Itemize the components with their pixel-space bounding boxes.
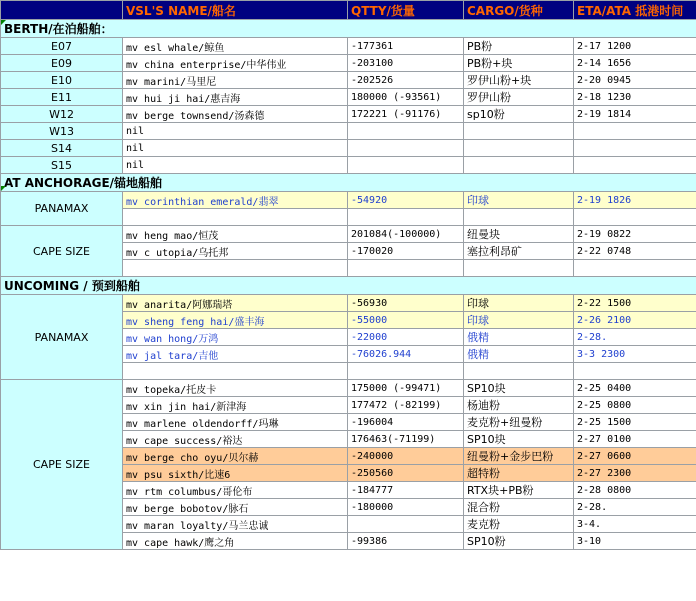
vessel-name-cell[interactable] — [123, 260, 348, 277]
cargo-cell[interactable]: 俄精 — [464, 346, 574, 363]
vessel-class-cell[interactable]: PANAMAX — [1, 295, 123, 380]
eta-cell[interactable]: 2-27 0600 — [574, 448, 696, 465]
eta-cell[interactable]: 2-17 1200 — [574, 38, 696, 55]
quantity-cell[interactable]: -240000 — [348, 448, 464, 465]
quantity-cell[interactable]: 201084(-100000) — [348, 226, 464, 243]
vessel-name-cell[interactable]: mv xin jin hai/新津海 — [123, 397, 348, 414]
cargo-cell[interactable]: 俄精 — [464, 329, 574, 346]
cargo-cell[interactable]: 印球 — [464, 295, 574, 312]
vessel-name-cell[interactable]: mv cape success/裕达 — [123, 431, 348, 448]
eta-cell[interactable]: 2-28. — [574, 329, 696, 346]
vessel-class-cell[interactable]: CAPE SIZE — [1, 226, 123, 277]
cargo-cell[interactable]: 麦克粉 — [464, 516, 574, 533]
quantity-cell[interactable] — [348, 260, 464, 277]
eta-cell[interactable] — [574, 260, 696, 277]
vessel-name-cell[interactable]: mv esl whale/鲸鱼 — [123, 38, 348, 55]
vessel-name-cell[interactable]: mv anarita/阿娜瑞塔 — [123, 295, 348, 312]
eta-cell[interactable]: 2-20 0945 — [574, 72, 696, 89]
section-row-berth — [1, 20, 696, 38]
header-eta[interactable]: ETA/ATA 抵港时间 — [574, 1, 696, 20]
berth-row — [1, 72, 696, 89]
eta-cell[interactable] — [574, 123, 696, 140]
section-title-berth[interactable]: BERTH/在泊船舶： — [1, 20, 696, 38]
berth-row — [1, 123, 696, 140]
quantity-cell[interactable]: 180000 (-93561) — [348, 89, 464, 106]
vessel-row — [1, 192, 696, 209]
eta-cell[interactable]: 2-25 0800 — [574, 397, 696, 414]
vessel-name-cell[interactable]: mv sheng feng hai/盛丰海 — [123, 312, 348, 329]
cargo-cell[interactable]: 超特粉 — [464, 465, 574, 482]
cargo-cell[interactable]: SP10块 — [464, 380, 574, 397]
quantity-cell[interactable]: -203100 — [348, 55, 464, 72]
berth-row — [1, 55, 696, 72]
cargo-cell[interactable]: 纽曼粉+金步巴粉 — [464, 448, 574, 465]
vessel-row — [1, 380, 696, 397]
eta-cell[interactable]: 2-27 0100 — [574, 431, 696, 448]
eta-cell[interactable]: 2-19 1814 — [574, 106, 696, 123]
berth-cell[interactable]: E07 — [1, 38, 123, 55]
vessel-name-cell[interactable]: mv berge townsend/汤森德 — [123, 106, 348, 123]
cargo-cell[interactable] — [464, 209, 574, 226]
vessel-name-cell[interactable]: mv c utopia/乌托邦 — [123, 243, 348, 260]
vessel-name-cell[interactable] — [123, 363, 348, 380]
header-cargo[interactable]: CARGO/货种 — [464, 1, 574, 20]
header-cell-berth[interactable] — [1, 1, 123, 20]
quantity-cell[interactable]: -250560 — [348, 465, 464, 482]
vessel-name-cell[interactable]: mv jal tara/吉他 — [123, 346, 348, 363]
berth-cell[interactable]: E10 — [1, 72, 123, 89]
quantity-cell[interactable]: -184777 — [348, 482, 464, 499]
quantity-cell[interactable]: 177472 (-82199) — [348, 397, 464, 414]
quantity-cell[interactable]: -177361 — [348, 38, 464, 55]
vessel-name-cell[interactable]: mv psu sixth/比速6 — [123, 465, 348, 482]
cargo-cell[interactable]: 印球 — [464, 192, 574, 209]
vessel-name-cell[interactable] — [123, 209, 348, 226]
vessel-name-cell[interactable]: nil — [123, 157, 348, 174]
eta-cell[interactable]: 2-26 2100 — [574, 312, 696, 329]
vessel-name-cell[interactable]: mv wan hong/万鸿 — [123, 329, 348, 346]
vessel-name-cell[interactable]: mv heng mao/恒茂 — [123, 226, 348, 243]
vessel-name-cell[interactable]: mv cape hawk/鹰之角 — [123, 533, 348, 550]
eta-cell[interactable]: 2-19 0822 — [574, 226, 696, 243]
eta-cell[interactable]: 2-22 0748 — [574, 243, 696, 260]
vessel-row — [1, 226, 696, 243]
quantity-cell[interactable]: -56930 — [348, 295, 464, 312]
section-row-anchorage — [1, 174, 696, 192]
cargo-cell[interactable]: 麦克粉+纽曼粉 — [464, 414, 574, 431]
header-quantity[interactable]: QTTY/货量 — [348, 1, 464, 20]
cargo-cell[interactable]: 印球 — [464, 312, 574, 329]
berth-row — [1, 157, 696, 174]
vessel-name-cell[interactable]: mv berge bobotov/脉石 — [123, 499, 348, 516]
eta-cell[interactable]: 2-28 0800 — [574, 482, 696, 499]
quantity-cell[interactable]: 172221 (-91176) — [348, 106, 464, 123]
eta-cell[interactable] — [574, 363, 696, 380]
vessel-name-cell[interactable]: mv marlene oldendorff/玛琳 — [123, 414, 348, 431]
vessel-name-cell[interactable]: mv berge cho oyu/贝尔赫 — [123, 448, 348, 465]
cargo-cell[interactable]: SP10块 — [464, 431, 574, 448]
cargo-cell[interactable]: 纽曼块 — [464, 226, 574, 243]
berth-cell[interactable]: E11 — [1, 89, 123, 106]
quantity-cell[interactable] — [348, 209, 464, 226]
quantity-cell[interactable] — [348, 123, 464, 140]
vessel-name-cell[interactable]: mv hui ji hai/惠吉海 — [123, 89, 348, 106]
eta-cell[interactable] — [574, 209, 696, 226]
quantity-cell[interactable] — [348, 157, 464, 174]
eta-cell[interactable]: 2-28. — [574, 499, 696, 516]
vessel-class-cell[interactable]: CAPE SIZE — [1, 380, 123, 550]
eta-cell[interactable] — [574, 140, 696, 157]
eta-cell[interactable] — [574, 157, 696, 174]
eta-cell[interactable]: 2-19 1826 — [574, 192, 696, 209]
vessel-name-cell[interactable]: mv marini/马里尼 — [123, 72, 348, 89]
vessel-name-cell[interactable]: mv corinthian emerald/翡翠 — [123, 192, 348, 209]
berth-cell[interactable]: S14 — [1, 140, 123, 157]
section-title-upcoming[interactable]: UNCOMING / 预到船舶 — [1, 277, 696, 295]
cargo-cell[interactable]: PB粉 — [464, 38, 574, 55]
quantity-cell[interactable]: -54920 — [348, 192, 464, 209]
cargo-cell[interactable]: 杨迪粉 — [464, 397, 574, 414]
cargo-cell[interactable]: sp10粉 — [464, 106, 574, 123]
cargo-cell[interactable] — [464, 123, 574, 140]
cargo-cell[interactable]: 混合粉 — [464, 499, 574, 516]
section-row-upcoming — [1, 277, 696, 295]
quantity-cell[interactable]: -170020 — [348, 243, 464, 260]
cell-comment-marker — [1, 186, 6, 191]
header-vessel-name[interactable]: VSL'S NAME/船名 — [123, 1, 348, 20]
quantity-cell[interactable]: -99386 — [348, 533, 464, 550]
quantity-cell[interactable]: -180000 — [348, 499, 464, 516]
vessel-name-cell[interactable]: mv china enterprise/中华伟业 — [123, 55, 348, 72]
quantity-cell[interactable]: -55000 — [348, 312, 464, 329]
cargo-cell[interactable]: 塞拉利昂矿 — [464, 243, 574, 260]
vessel-name-cell[interactable]: nil — [123, 140, 348, 157]
eta-cell[interactable]: 3-10 — [574, 533, 696, 550]
eta-cell[interactable]: 3-4. — [574, 516, 696, 533]
eta-cell[interactable]: 2-14 1656 — [574, 55, 696, 72]
berth-row — [1, 106, 696, 123]
berth-cell[interactable]: W13 — [1, 123, 123, 140]
quantity-cell[interactable]: -22000 — [348, 329, 464, 346]
vessel-class-cell[interactable]: PANAMAX — [1, 192, 123, 226]
header-row — [1, 1, 696, 20]
eta-cell[interactable]: 2-18 1230 — [574, 89, 696, 106]
eta-cell[interactable]: 2-25 1500 — [574, 414, 696, 431]
berth-cell[interactable]: E09 — [1, 55, 123, 72]
cargo-cell[interactable] — [464, 260, 574, 277]
vessel-row — [1, 295, 696, 312]
cargo-cell[interactable]: RTX块+PB粉 — [464, 482, 574, 499]
quantity-cell[interactable]: 175000 (-99471) — [348, 380, 464, 397]
quantity-cell[interactable]: -196004 — [348, 414, 464, 431]
cargo-cell[interactable] — [464, 157, 574, 174]
cargo-cell[interactable]: SP10粉 — [464, 533, 574, 550]
quantity-cell[interactable] — [348, 140, 464, 157]
berth-cell[interactable]: S15 — [1, 157, 123, 174]
vessel-name-cell[interactable]: mv maran loyalty/马兰忠诚 — [123, 516, 348, 533]
quantity-cell[interactable] — [348, 363, 464, 380]
cell-comment-marker — [1, 20, 6, 25]
berth-row — [1, 140, 696, 157]
quantity-cell[interactable]: 176463(-71199) — [348, 431, 464, 448]
eta-cell[interactable]: 2-27 2300 — [574, 465, 696, 482]
section-title-anchorage[interactable]: AT ANCHORAGE/锚地船舶 — [1, 174, 696, 192]
vessel-name-cell[interactable]: mv rtm columbus/哥伦布 — [123, 482, 348, 499]
cargo-cell[interactable] — [464, 140, 574, 157]
cargo-cell[interactable]: 罗伊山粉 — [464, 89, 574, 106]
quantity-cell[interactable]: -202526 — [348, 72, 464, 89]
vessel-name-cell[interactable]: nil — [123, 123, 348, 140]
berth-row — [1, 38, 696, 55]
cargo-cell[interactable] — [464, 363, 574, 380]
cargo-cell[interactable]: PB粉+块 — [464, 55, 574, 72]
eta-cell[interactable]: 2-25 0400 — [574, 380, 696, 397]
eta-cell[interactable]: 3-3 2300 — [574, 346, 696, 363]
quantity-cell[interactable]: -76026.944 — [348, 346, 464, 363]
berth-row — [1, 89, 696, 106]
quantity-cell[interactable] — [348, 516, 464, 533]
cargo-cell[interactable]: 罗伊山粉+块 — [464, 72, 574, 89]
eta-cell[interactable]: 2-22 1500 — [574, 295, 696, 312]
berth-cell[interactable]: W12 — [1, 106, 123, 123]
vessel-name-cell[interactable]: mv topeka/托皮卡 — [123, 380, 348, 397]
